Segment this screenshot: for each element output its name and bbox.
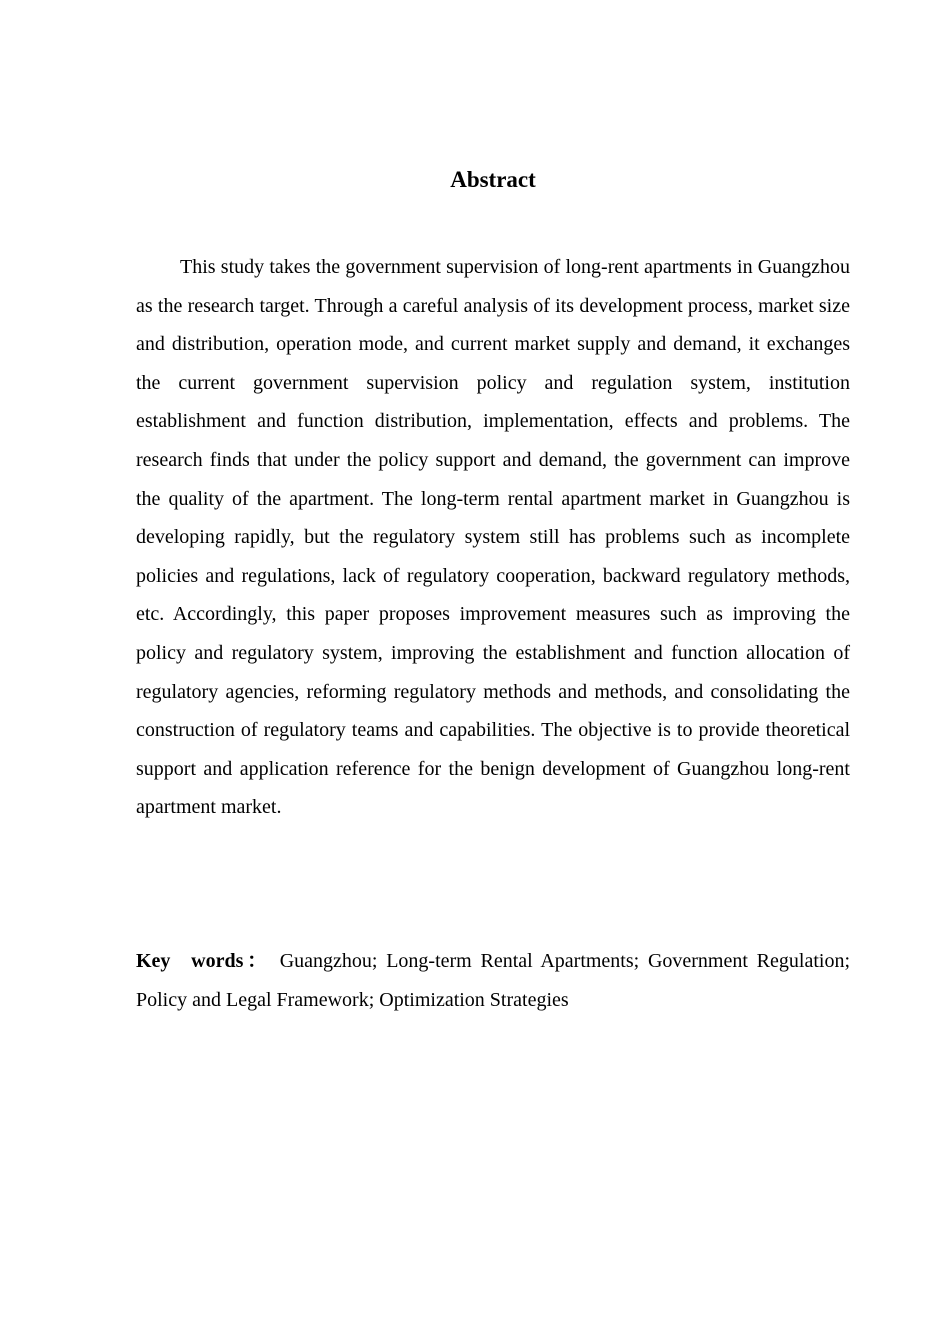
- keywords-list: Guangzhou; Long-term Rental Apartments; Government Regulation; Policy and Legal Framework; Optimization Strategies: [136, 950, 850, 1011]
- abstract-body: This study takes the government supervision of long-rent apartments in Guangzhou as the research target. Through a careful analysis of its development process, market size and distribution, operation mode, and current market supply and demand, it exchanges the current government supervision policy and regulation system, institution establishment and function distribution, implementation, effects and problems. The research finds that under the policy support and demand, the government can improve the quality of the apartment. The long-term rental apartment market in Guangzhou is developing rapidly, but the regulatory system still has problems such as incomplete policies and regulations, lack of regulatory cooperation, backward regulatory methods, etc. Accordingly, this paper proposes improvement measures such as improving the policy and regulatory system, improving the establishment and function allocation of regulatory agencies, reforming regulatory methods and methods, and consolidating the construction of regulatory teams and capabilities. The objective is to provide theoretical support and application reference for the benign development of Guangzhou long-rent apartment market.: [136, 256, 850, 819]
- keywords-label: Key words：: [136, 950, 271, 972]
- keywords-paragraph: [136, 942, 850, 1019]
- abstract-title: Abstract: [450, 167, 536, 192]
